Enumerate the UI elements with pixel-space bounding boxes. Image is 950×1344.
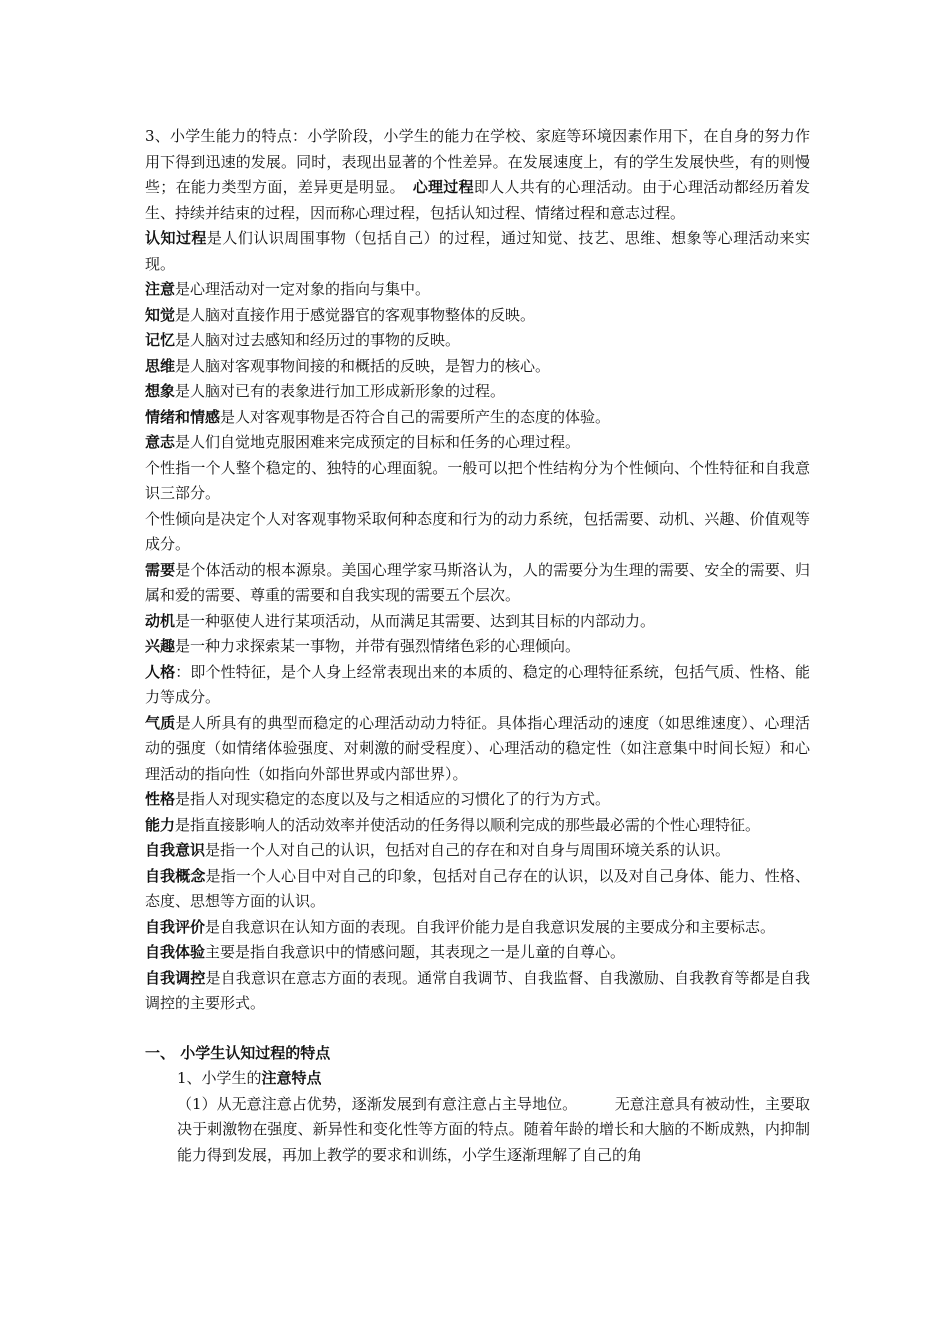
term-heading: 兴趣 bbox=[145, 637, 176, 655]
definition-paragraph bbox=[145, 277, 810, 303]
term-heading: 心理过程 bbox=[412, 178, 474, 196]
definition-paragraph bbox=[145, 634, 810, 660]
paragraph-text: 是人们认识周围事物（包括自己）的过程，通过知觉、技艺、思维、想象等心理活动来实现。 bbox=[145, 229, 810, 273]
paragraph-text: 是人对客观事物是否符合自己的需要所产生的态度的体验。 bbox=[220, 407, 611, 426]
definition-paragraph bbox=[145, 787, 810, 813]
paragraph-text: 是自我意识在意志方面的表现。通常自我调节、自我监督、自我激励、自我教育等都是自我调控的主要形式。 bbox=[145, 968, 810, 1012]
definition-paragraph bbox=[145, 660, 810, 711]
paragraph-text: 是一种驱使人进行某项活动，从而满足其需要、达到其目标的内部动力。 bbox=[175, 611, 656, 630]
definition-paragraph bbox=[145, 226, 810, 277]
document-page bbox=[145, 124, 810, 1168]
subsection-prefix: 1、小学生的 bbox=[177, 1069, 262, 1087]
definition-paragraph bbox=[145, 838, 810, 864]
definition-paragraph bbox=[145, 609, 810, 635]
section-body: （1）从无意注意占优势，逐渐发展到有意注意占主导地位。 无意注意具有被动性，主要取决于刺激物在强度、新异性和变化性等方面的特点。随着年龄的增长和大脑的不断成熟，内抑制能力得到发展，再加上教学的要求和训练，小学生逐渐理解了自己的角 bbox=[177, 1094, 810, 1164]
definition-paragraph bbox=[145, 711, 810, 788]
term-heading: 自我评价 bbox=[145, 917, 206, 936]
paragraph-text: 是人所具有的典型而稳定的心理活动动力特征。具体指心理活动的速度（如思维速度）、心理活动的强度（如情绪体验强度、对刺激的耐受程度）、心理活动的稳定性（如注意集中时间长短）和心理活动的指向性（如指向外部世界或内部世界）。 bbox=[145, 713, 810, 783]
paragraph-text: 即人人共有的心理活动。由于心理活动都经历着发生、持续并结束的过程，因而称心理过程，包括认知过程、情绪过程和意志过程。 bbox=[145, 178, 810, 222]
subsection-title: 注意特点 bbox=[261, 1069, 322, 1087]
definition-paragraph bbox=[145, 940, 810, 966]
paragraph-text: 3、小学生能力的特点：小学阶段，小学生的能力在学校、家庭等环境因素作用下，在自身的努力作用下得到迅速的发展。同时，表现出显著的个性差异。在发展速度上，有的学生发展快些，有的则慢些；在能力类型方面，差异更是明显。 bbox=[145, 127, 810, 196]
paragraph-ability bbox=[145, 124, 810, 226]
term-heading: 自我体验 bbox=[145, 943, 206, 961]
definition-paragraph bbox=[145, 558, 810, 609]
paragraph-text: 是指一个人对自己的认识，包括对自己的存在和对自身与周围环境关系的认识。 bbox=[205, 841, 731, 859]
paragraph-text: 是人们自觉地克服困难来完成预定的目标和任务的心理过程。 bbox=[175, 433, 581, 451]
definition-paragraph bbox=[145, 405, 810, 431]
term-heading: 需要 bbox=[145, 560, 176, 579]
definition-paragraph bbox=[145, 813, 810, 839]
paragraph-text: 是个体活动的根本源泉。美国心理学家马斯洛认为，人的需要分为生理的需要、安全的需要、归属和爱的需要、尊重的需要和自我实现的需要五个层次。 bbox=[145, 560, 810, 604]
term-heading: 记忆 bbox=[145, 331, 176, 349]
paragraph-text: 是人脑对已有的表象进行加工形成新形象的过程。 bbox=[175, 382, 506, 400]
definition-list bbox=[145, 226, 810, 1017]
definition-paragraph bbox=[145, 966, 810, 1017]
term-heading: 动机 bbox=[145, 611, 176, 630]
term-heading: 自我概念 bbox=[145, 866, 206, 885]
definition-paragraph bbox=[145, 507, 810, 558]
paragraph-text: 个性指一个人整个稳定的、独特的心理面貌。一般可以把个性结构分为个性倾向、个性特征和自我意识三部分。 bbox=[145, 458, 810, 502]
term-heading: 自我意识 bbox=[145, 841, 206, 859]
paragraph-text: 个性倾向是决定个人对客观事物采取何种态度和行为的动力系统，包括需要、动机、兴趣、价值观等成分。 bbox=[145, 509, 810, 553]
term-heading: 情绪和情感 bbox=[145, 407, 221, 426]
subsection-heading bbox=[145, 1066, 810, 1092]
paragraph-text: 是人脑对客观事物间接的和概括的反映，是智力的核心。 bbox=[175, 356, 551, 375]
paragraph-text: 是人脑对过去感知和经历过的事物的反映。 bbox=[175, 331, 461, 349]
term-heading: 人格 bbox=[145, 662, 176, 681]
term-heading: 思维 bbox=[145, 356, 176, 375]
definition-paragraph bbox=[145, 430, 810, 456]
definition-paragraph bbox=[145, 456, 810, 507]
spacer bbox=[145, 1017, 810, 1041]
definition-paragraph bbox=[145, 379, 810, 405]
term-heading: 气质 bbox=[145, 713, 176, 732]
paragraph-text: 是指人对现实稳定的态度以及与之相适应的习惯化了的行为方式。 bbox=[175, 790, 611, 808]
term-heading: 意志 bbox=[145, 433, 176, 451]
definition-paragraph bbox=[145, 354, 810, 380]
term-heading: 想象 bbox=[145, 382, 176, 400]
term-heading: 能力 bbox=[145, 815, 176, 834]
definition-paragraph bbox=[145, 915, 810, 941]
term-heading: 知觉 bbox=[145, 305, 176, 324]
term-heading: 性格 bbox=[145, 790, 176, 808]
paragraph-text: 是自我意识在认知方面的表现。自我评价能力是自我意识发展的主要成分和主要标志。 bbox=[205, 917, 776, 936]
paragraph-text: 是心理活动对一定对象的指向与集中。 bbox=[175, 280, 431, 298]
term-heading: 认知过程 bbox=[145, 229, 207, 247]
paragraph-text: 是指直接影响人的活动效率并使活动的任务得以顺利完成的那些最必需的个性心理特征。 bbox=[175, 815, 761, 834]
paragraph-text: 主要是指自我意识中的情感问题，其表现之一是儿童的自尊心。 bbox=[205, 943, 626, 961]
paragraph-text: ：即个性特征，是个人身上经常表现出来的本质的、稳定的心理特征系统，包括气质、性格、能力等成分。 bbox=[145, 662, 810, 706]
term-heading: 注意 bbox=[145, 280, 176, 298]
definition-paragraph bbox=[145, 303, 810, 329]
term-heading: 自我调控 bbox=[145, 968, 206, 987]
paragraph-text: 是人脑对直接作用于感觉器官的客观事物整体的反映。 bbox=[175, 305, 536, 324]
paragraph-text: 是一种力求探索某一事物，并带有强烈情绪色彩的心理倾向。 bbox=[175, 637, 581, 655]
paragraph-text: 是指一个人心目中对自己的印象，包括对自己存在的认识，以及对自己身体、能力、性格、态度、思想等方面的认识。 bbox=[145, 866, 810, 910]
definition-paragraph bbox=[145, 328, 810, 354]
section-heading: 一、 小学生认知过程的特点 bbox=[145, 1043, 331, 1062]
definition-paragraph bbox=[145, 864, 810, 915]
